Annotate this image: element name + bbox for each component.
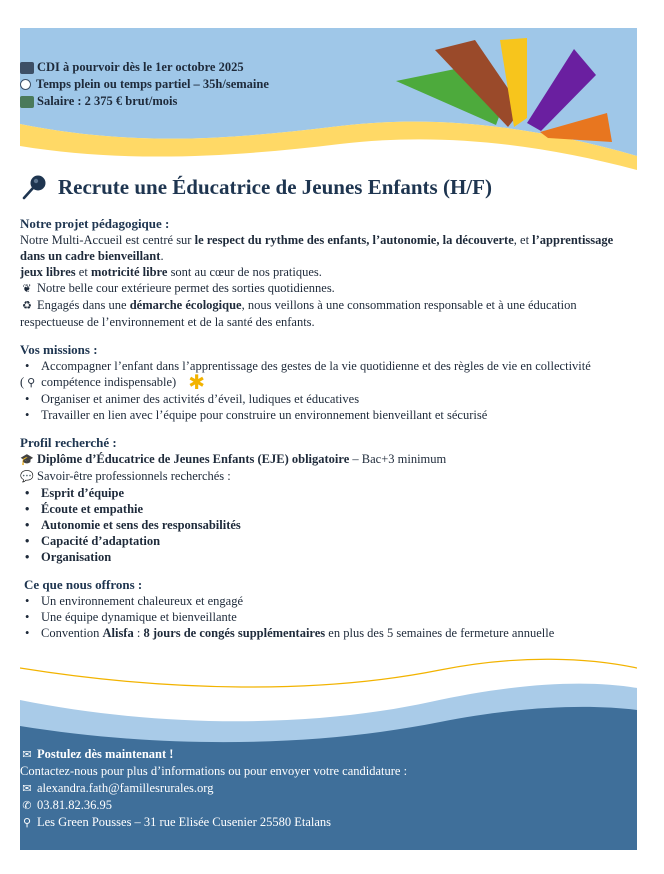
list-item: • Organisation [20, 549, 637, 565]
schedule-line: Temps plein ou temps partiel – 35h/semaine [20, 76, 269, 93]
main-content [20, 216, 637, 641]
projet-paragraph-3: ❦ Notre belle cour extérieure permet des sorties quotidiennes. [20, 280, 637, 297]
list-item: • Esprit d’équipe [20, 485, 637, 501]
phone-line [20, 797, 407, 814]
header-banner [20, 28, 637, 188]
page-title: Recrute une Éducatrice de Jeunes Enfants (H/F) [20, 172, 492, 202]
speech-bubble-icon: 💬 [20, 470, 34, 483]
skills-intro: 💬 Savoir-être professionnels recherchés : [20, 469, 231, 483]
clock-icon [20, 79, 31, 90]
envelope-icon: ✉ [22, 748, 32, 761]
list-item: • Organiser et animer des activités d’éveil, ludiques et éducatives [20, 391, 637, 407]
offre-heading: Ce que nous offrons : [24, 577, 143, 592]
list-item: • Écoute et empathie [20, 501, 637, 517]
header-info [20, 59, 269, 110]
section-profil [20, 435, 637, 565]
list-item: • Travailler en lien avec l’équipe pour construire un environnement bienveillant et sécurisé [20, 407, 637, 423]
missions-heading: Vos missions : [20, 342, 98, 357]
missions-list-2 [20, 391, 637, 423]
list-item: • Un environnement chaleureux et engagé [20, 593, 637, 609]
list-item: • Convention Alisfa : 8 jours de congés supplémentaires en plus des 5 semaines de fermeture annuelle [20, 625, 637, 641]
leaf-icon: ❦ [22, 282, 32, 295]
diploma-line: 🎓 Diplôme d’Éducatrice de Jeunes Enfants (EJE) obligatoire – Bac+3 minimum [20, 452, 447, 466]
list-item: • Une équipe dynamique et bienveillante [20, 609, 637, 625]
section-offre [20, 577, 637, 641]
offre-list [20, 593, 637, 641]
phone-icon: ✆ [22, 799, 32, 812]
contact-line: Contactez-nous pour plus d’informations ou pour envoyer votre candidature : [20, 764, 408, 778]
email-icon: ✉ [22, 782, 32, 795]
projet-heading: Notre projet pédagogique : [20, 216, 170, 231]
email-line [20, 780, 407, 797]
address-line: ⚲ Les Green Pousses – 31 rue Elisée Cusenier 25580 Etalans [20, 814, 407, 831]
footer-band [20, 648, 637, 850]
skills-list [20, 485, 637, 565]
list-item: • Capacité d’adaptation [20, 533, 637, 549]
sparkle-icon: ✱ [188, 370, 205, 394]
missions-list [20, 358, 637, 374]
map-pin-icon [20, 172, 50, 202]
missions-continuation: ( ⚲ compétence indispensable) ✱ [20, 370, 205, 394]
calendar-icon [20, 62, 34, 74]
salary-line: Salaire : 2 375 € brut/mois [20, 93, 269, 110]
profil-heading: Profil recherché : [20, 435, 117, 450]
section-projet [20, 216, 637, 330]
email-link[interactable]: alexandra.fath@famillesrurales.org [37, 781, 214, 795]
list-item: • Accompagner l’enfant dans l’apprentissage des gestes de la vie quotidienne et des règles de vie en collectivité [20, 358, 637, 374]
graduation-cap-icon: 🎓 [20, 453, 34, 466]
recycle-icon: ♻ [22, 299, 32, 312]
footer-contact [20, 746, 407, 831]
projet-paragraph-4: ♻ Engagés dans une démarche écologique, nous veillons à une consommation responsable et à une éducation respectueuse de l’environnement et de la santé des enfants. [20, 298, 577, 329]
key-icon: ⚲ [27, 376, 36, 389]
list-item: • Autonomie et sens des responsabilités [20, 517, 637, 533]
money-icon [20, 96, 34, 108]
section-missions [20, 342, 637, 423]
map-pin-icon: ⚲ [22, 816, 32, 829]
cta-line: ✉ Postulez dès maintenant ! [20, 746, 407, 763]
projet-paragraph-2: jeux libres et motricité libre sont au cœur de nos pratiques. [20, 265, 322, 279]
job-poster [20, 28, 637, 850]
projet-paragraph-1: Notre Multi-Accueil est centré sur le respect du rythme des enfants, l’autonomie, la découverte, et l’apprentissage dans un cadre bienveillant. [20, 233, 614, 263]
phone-link[interactable]: 03.81.82.36.95 [37, 798, 112, 812]
contract-line: CDI à pourvoir dès le 1er octobre 2025 [20, 59, 269, 76]
